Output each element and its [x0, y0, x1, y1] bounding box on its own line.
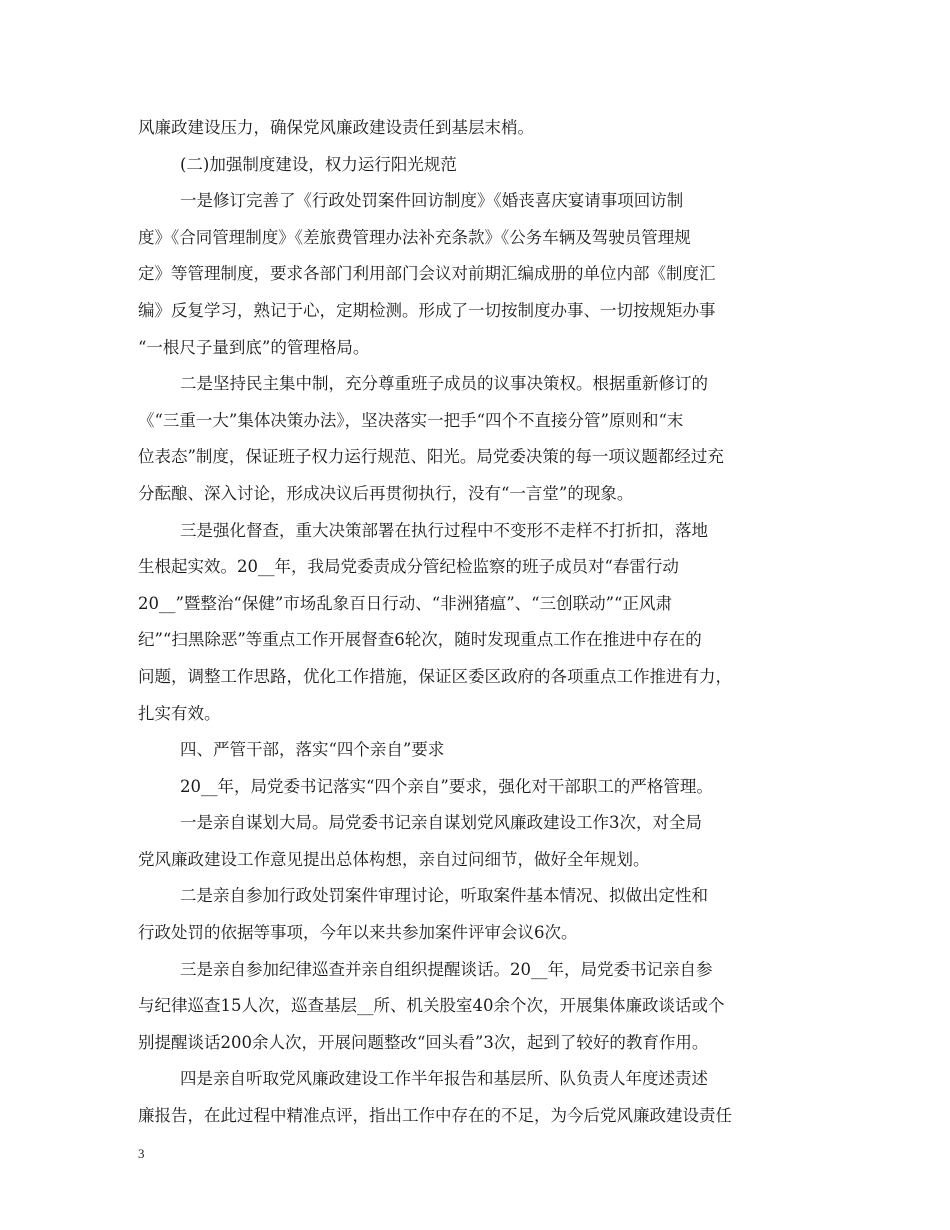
text-line: 20__”暨整治“保健”市场乱象百日行动、“非洲猪瘟”、“三创联动”“正风肃 — [138, 593, 672, 613]
text-line: 三是亲自参加纪律巡查并亲自组织提醒谈话。20__年，局党委书记亲自参 — [138, 959, 713, 979]
text-line: 纪”“扫黑除恶”等重点工作开展督查6轮次，随时发现重点工作在推进中存在的 — [138, 630, 702, 650]
text-line: 一是修订完善了《行政处罚案件回访制度》《婚丧喜庆宴请事项回访制 — [138, 191, 684, 211]
text-line: 二是坚持民主集中制，充分尊重班子成员的议事决策权。根据重新修订的 — [138, 374, 708, 394]
text-line: 一是亲自谋划大局。局党委书记亲自谋划党风廉政建设工作3次，对全局 — [138, 813, 702, 833]
page-number: 3 — [138, 1146, 145, 1161]
text-line: 扎实有效。 — [138, 703, 221, 723]
text-line: 度》《合同管理制度》《差旅费管理办法补充条款》《公务车辆及驾驶员管理规 — [138, 227, 691, 247]
text-line: 风廉政建设压力，确保党风廉政建设责任到基层末梢。 — [138, 118, 534, 137]
text-line: “一根尺子量到底”的管理格局。 — [138, 337, 370, 357]
text-line: 行政处罚的依据等事项，今年以来共参加案件评审会议6次。 — [138, 923, 578, 943]
text-line: 《“三重一大”集体决策办法》，坚决落实一把手“四个不直接分管”原则和“末 — [138, 410, 684, 430]
text-line: 定》等管理制度，要求各部门利用部门会议对前期汇编成册的单位内部《制度汇 — [138, 264, 716, 284]
text-line: 与纪律巡查15人次，巡查基层__所、机关股室40余个次，开展集体廉政谈话或个 — [138, 996, 725, 1016]
text-line: 二是亲自参加行政处罚案件审理讨论，听取案件基本情况、拟做出定性和 — [138, 886, 708, 906]
text-line: 位表态”制度，保证班子权力运行规范、阳光。局党委决策的每一项议题都经过充 — [138, 447, 724, 467]
text-line: 四是亲自听取党风廉政建设工作半年报告和基层所、队负责人年度述责述 — [138, 1069, 708, 1089]
text-line: 20__年，局党委书记落实“四个亲自”要求，强化对干部职工的严格管理。 — [138, 776, 713, 796]
text-line: 党风廉政建设工作意见提出总体构想，亲自过问细节，做好全年规划。 — [138, 849, 650, 869]
section-heading: 四、严管干部，落实“四个亲自”要求 — [138, 740, 445, 760]
text-line: 别提醒谈话200余人次，开展问题整改“回头看”3次，起到了较好的教育作用。 — [138, 1032, 709, 1052]
text-line: 分酝酿、深入讨论，形成决议后再贯彻执行，没有“一言堂”的现象。 — [138, 483, 634, 503]
section-heading: (二)加强制度建设，权力运行阳光规范 — [138, 154, 457, 174]
text-line: 生根起实效。20__年，我局党委责成分管纪检监察的班子成员对“春雷行动 — [138, 557, 679, 577]
document-body — [138, 110, 822, 1135]
text-line: 廉报告，在此过程中精准点评，指出工作中存在的不足，为今后党风廉政建设责任 — [138, 1106, 732, 1126]
text-line: 三是强化督查，重大决策部署在执行过程中不变形不走样不打折扣，落地 — [138, 520, 708, 540]
text-line: 问题，调整工作思路，优化工作措施，保证区委区政府的各项重点工作推进有力， — [138, 666, 732, 686]
text-line: 编》反复学习，熟记于心，定期检测。形成了一切按制度办事、一切按规矩办事 — [138, 300, 716, 320]
